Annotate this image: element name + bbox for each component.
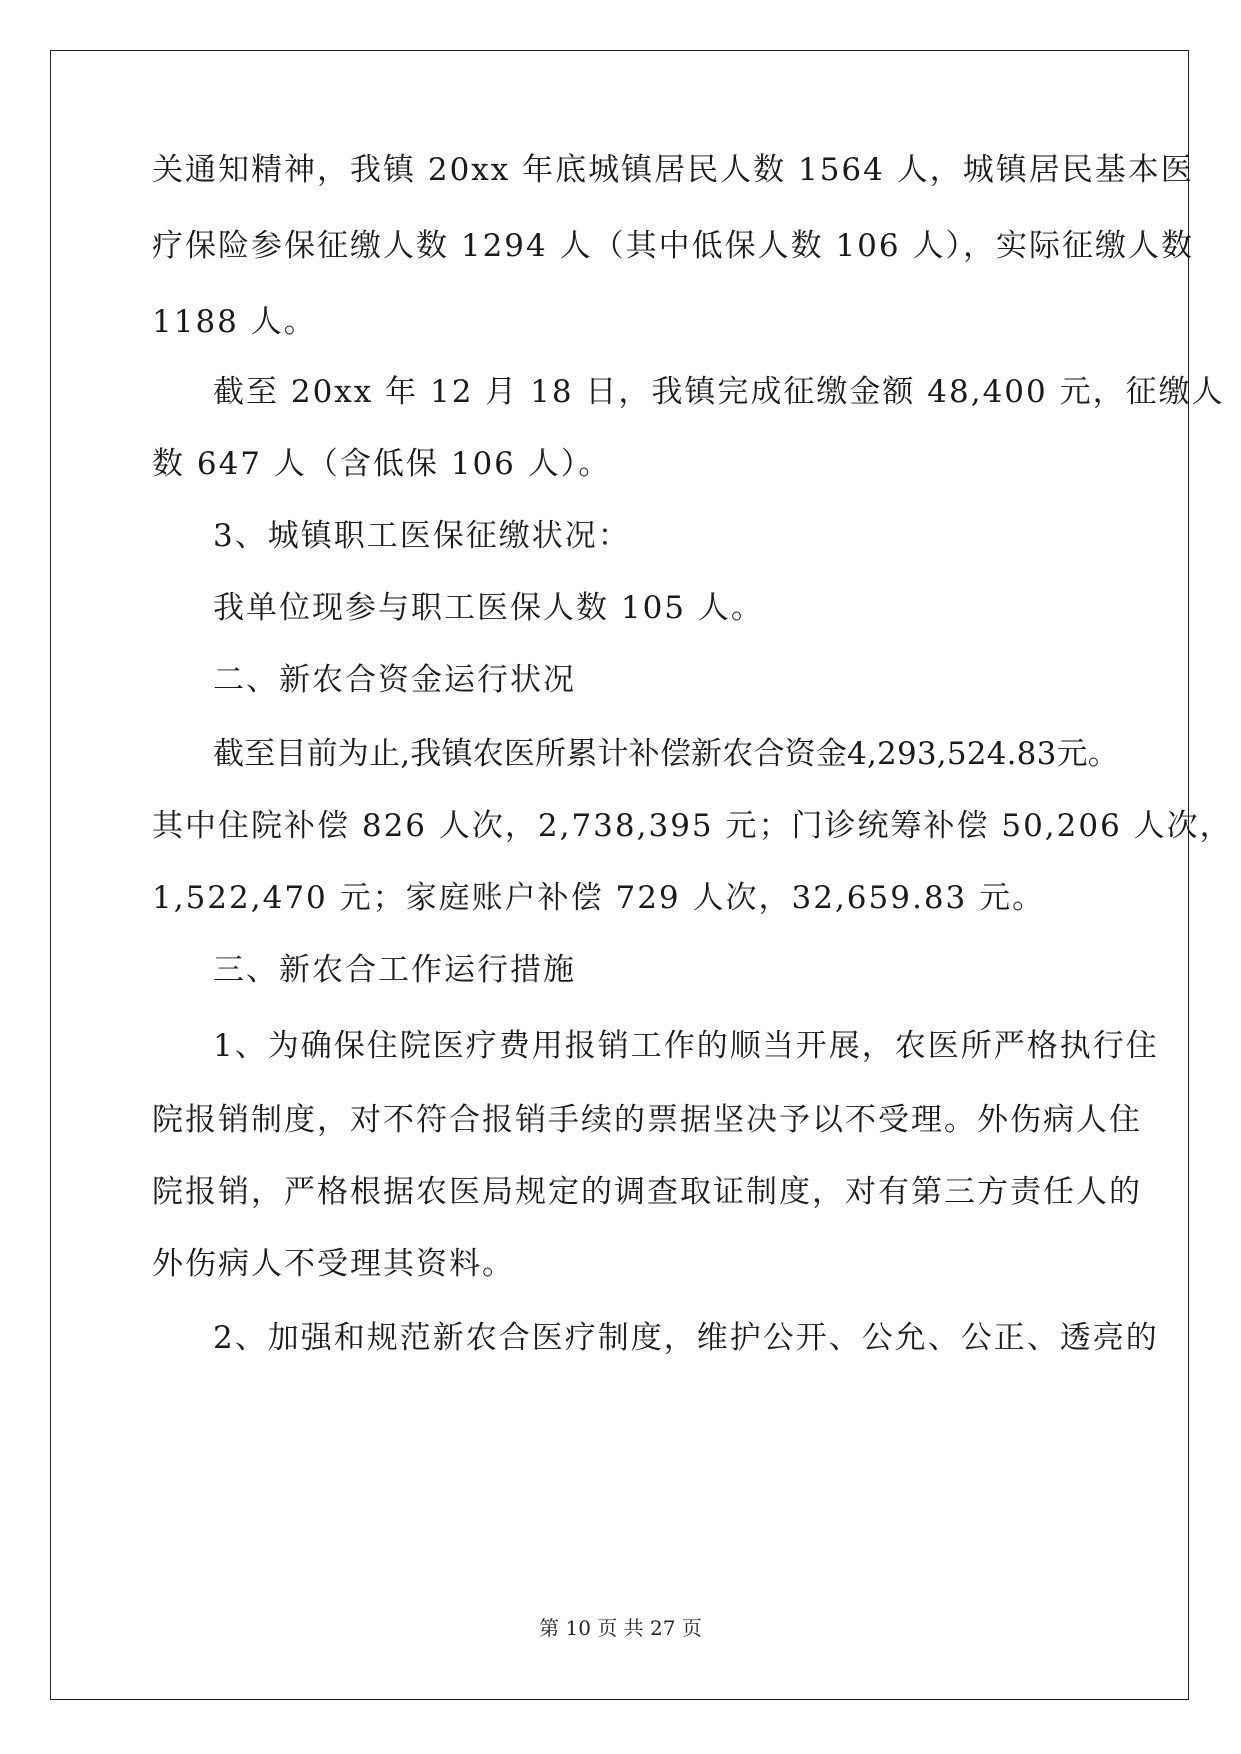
- text-line: 1、为确保住院医疗费用报销工作的顺当开展，农医所严格执行住: [213, 1028, 1159, 1064]
- text-line: 1188 人。: [152, 304, 317, 340]
- text-line: 3、城镇职工医保征缴状况：: [213, 518, 631, 554]
- text-line: 我单位现参与职工医保人数 105 人。: [213, 590, 764, 626]
- text-line: 外伤病人不受理其资料。: [152, 1246, 515, 1282]
- text-line: 关通知精神，我镇 20xx 年底城镇居民人数 1564 人，城镇居民基本医: [152, 152, 1194, 188]
- text-line: 数 647 人（含低保 106 人）。: [152, 446, 612, 482]
- text-line: 截至目前为止,我镇农医所累计补偿新农合资金4,293,524.83元。: [213, 736, 1119, 772]
- page-border: [50, 50, 1233, 1700]
- page-number: 第 10 页 共 27 页: [539, 1616, 702, 1640]
- text-line: 2、加强和规范新农合医疗制度，维护公开、公允、公正、透亮的: [213, 1320, 1159, 1356]
- section-heading: 二、新农合资金运行状况: [213, 662, 576, 698]
- text-line: 院报销，严格根据农医局规定的调查取证制度，对有第三方责任人的: [152, 1174, 1142, 1210]
- text-line: 院报销制度，对不符合报销手续的票据坚决予以不受理。外伤病人住: [152, 1102, 1142, 1138]
- text-line: 疗保险参保征缴人数 1294 人（其中低保人数 106 人），实际征缴人数: [152, 228, 1194, 264]
- text-line: 其中住院补偿 826 人次，2,738,395 元；门诊统筹补偿 50,206 人次，: [152, 808, 1233, 844]
- text-line: 截至 20xx 年 12 月 18 日，我镇完成征缴金额 48,400 元，征缴人: [213, 374, 1225, 410]
- text-line: 1,522,470 元；家庭账户补偿 729 人次，32,659.83 元。: [152, 880, 1046, 916]
- section-heading: 三、新农合工作运行措施: [213, 952, 576, 988]
